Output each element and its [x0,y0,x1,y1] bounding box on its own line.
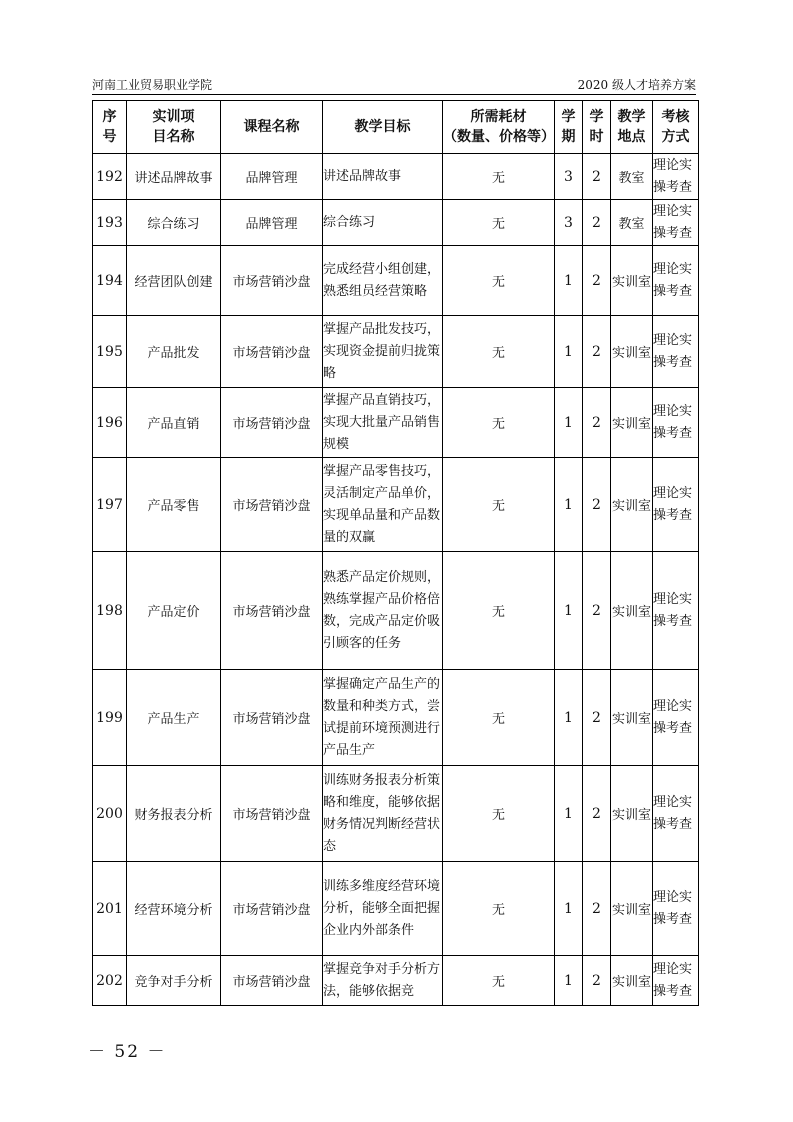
cell-hours: 2 [583,552,611,670]
table-header-row [93,101,699,154]
table-row [93,862,699,956]
cell-assessment: 理论实操考查 [653,956,699,1006]
institution-name: 河南工业贸易职业学院 [92,78,213,92]
cell-seq: 200 [93,766,127,862]
cell-project: 产品定价 [127,552,221,670]
cell-project: 经营环境分析 [127,862,221,956]
cell-project: 产品直销 [127,388,221,458]
cell-location: 实训室 [611,316,653,388]
cell-location: 实训室 [611,766,653,862]
cell-goal: 掌握产品直销技巧，实现大批量产品销售规模 [323,388,443,458]
cell-assessment: 理论实操考查 [653,388,699,458]
cell-course: 市场营销沙盘 [221,316,323,388]
running-header [92,74,696,94]
table-row [93,458,699,552]
cell-hours: 2 [583,862,611,956]
cell-location: 实训室 [611,670,653,766]
table-row [93,316,699,388]
cell-project: 产品零售 [127,458,221,552]
cell-hours: 2 [583,956,611,1006]
cell-term: 1 [555,766,583,862]
cell-seq: 197 [93,458,127,552]
cell-location: 实训室 [611,246,653,316]
cell-goal: 训练财务报表分析策略和维度，能够依据财务情况判断经营状态 [323,766,443,862]
table-row [93,956,699,1006]
cell-location: 实训室 [611,458,653,552]
cell-hours: 2 [583,154,611,200]
cell-course: 市场营销沙盘 [221,670,323,766]
cell-course: 品牌管理 [221,154,323,200]
cell-term: 1 [555,458,583,552]
cell-assessment: 理论实操考查 [653,766,699,862]
col-header-term: 学 期 [555,101,583,154]
cell-materials: 无 [443,388,555,458]
col-header-project: 实训项 目名称 [127,101,221,154]
cell-location: 实训室 [611,862,653,956]
cell-hours: 2 [583,670,611,766]
cell-term: 1 [555,388,583,458]
cell-hours: 2 [583,316,611,388]
cell-course: 市场营销沙盘 [221,552,323,670]
col-header-hours: 学 时 [583,101,611,154]
cell-seq: 199 [93,670,127,766]
training-projects-table [92,100,699,1006]
cell-course: 市场营销沙盘 [221,956,323,1006]
cell-course: 市场营销沙盘 [221,458,323,552]
cell-seq: 202 [93,956,127,1006]
col-header-seq: 序 号 [93,101,127,154]
cell-location: 教室 [611,200,653,246]
table-row [93,246,699,316]
cell-goal: 掌握确定产品生产的数量和种类方式，尝试提前环境预测进行产品生产 [323,670,443,766]
cell-project: 综合练习 [127,200,221,246]
cell-hours: 2 [583,246,611,316]
cell-seq: 196 [93,388,127,458]
cell-location: 教室 [611,154,653,200]
cell-materials: 无 [443,670,555,766]
cell-project: 竞争对手分析 [127,956,221,1006]
cell-materials: 无 [443,316,555,388]
cell-term: 1 [555,552,583,670]
cell-project: 财务报表分析 [127,766,221,862]
page-number: － 52 － [88,1042,167,1062]
cell-term: 1 [555,956,583,1006]
cell-materials: 无 [443,552,555,670]
cell-assessment: 理论实操考查 [653,458,699,552]
cell-project: 产品批发 [127,316,221,388]
cell-term: 1 [555,670,583,766]
cell-materials: 无 [443,766,555,862]
cell-project: 讲述品牌故事 [127,154,221,200]
cell-assessment: 理论实操考查 [653,154,699,200]
cell-assessment: 理论实操考查 [653,670,699,766]
cell-goal: 完成经营小组创建，熟悉组员经营策略 [323,246,443,316]
cell-assessment: 理论实操考查 [653,552,699,670]
cell-term: 1 [555,862,583,956]
cell-location: 实训室 [611,956,653,1006]
col-header-location: 教学 地点 [611,101,653,154]
cell-assessment: 理论实操考查 [653,200,699,246]
cell-hours: 2 [583,766,611,862]
cell-location: 实训室 [611,388,653,458]
cell-materials: 无 [443,246,555,316]
cell-course: 市场营销沙盘 [221,246,323,316]
col-header-goal: 教学目标 [323,101,443,154]
cell-goal: 综合练习 [323,200,443,246]
cell-location: 实训室 [611,552,653,670]
cell-materials: 无 [443,154,555,200]
header-rule [92,94,696,95]
cell-course: 市场营销沙盘 [221,388,323,458]
plan-title: 2020 级人才培养方案 [577,78,696,92]
cell-goal: 讲述品牌故事 [323,154,443,200]
cell-seq: 201 [93,862,127,956]
cell-term: 1 [555,246,583,316]
cell-course: 品牌管理 [221,200,323,246]
table-row [93,388,699,458]
cell-seq: 193 [93,200,127,246]
cell-seq: 194 [93,246,127,316]
cell-goal: 训练多维度经营环境分析，能够全面把握企业内外部条件 [323,862,443,956]
cell-materials: 无 [443,200,555,246]
cell-materials: 无 [443,862,555,956]
cell-assessment: 理论实操考查 [653,246,699,316]
cell-term: 1 [555,316,583,388]
cell-hours: 2 [583,388,611,458]
cell-goal: 熟悉产品定价规则，熟练掌握产品价格倍数，完成产品定价吸引顾客的任务 [323,552,443,670]
cell-term: 3 [555,200,583,246]
cell-goal: 掌握竞争对手分析方法，能够依据竞 [323,956,443,1006]
table-row [93,552,699,670]
cell-term: 3 [555,154,583,200]
cell-assessment: 理论实操考查 [653,316,699,388]
cell-course: 市场营销沙盘 [221,766,323,862]
table-row [93,670,699,766]
cell-course: 市场营销沙盘 [221,862,323,956]
table-row [93,766,699,862]
col-header-course: 课程名称 [221,101,323,154]
cell-project: 经营团队创建 [127,246,221,316]
cell-assessment: 理论实操考查 [653,862,699,956]
cell-hours: 2 [583,200,611,246]
cell-goal: 掌握产品零售技巧，灵活制定产品单价，实现单品量和产品数量的双赢 [323,458,443,552]
cell-seq: 192 [93,154,127,200]
col-header-assessment: 考核 方式 [653,101,699,154]
table-row [93,154,699,200]
cell-seq: 198 [93,552,127,670]
table-row [93,200,699,246]
cell-materials: 无 [443,458,555,552]
col-header-materials: 所需耗材 （数量、价格等） [443,101,555,154]
cell-materials: 无 [443,956,555,1006]
cell-project: 产品生产 [127,670,221,766]
cell-hours: 2 [583,458,611,552]
cell-seq: 195 [93,316,127,388]
cell-goal: 掌握产品批发技巧，实现资金提前归拢策略 [323,316,443,388]
